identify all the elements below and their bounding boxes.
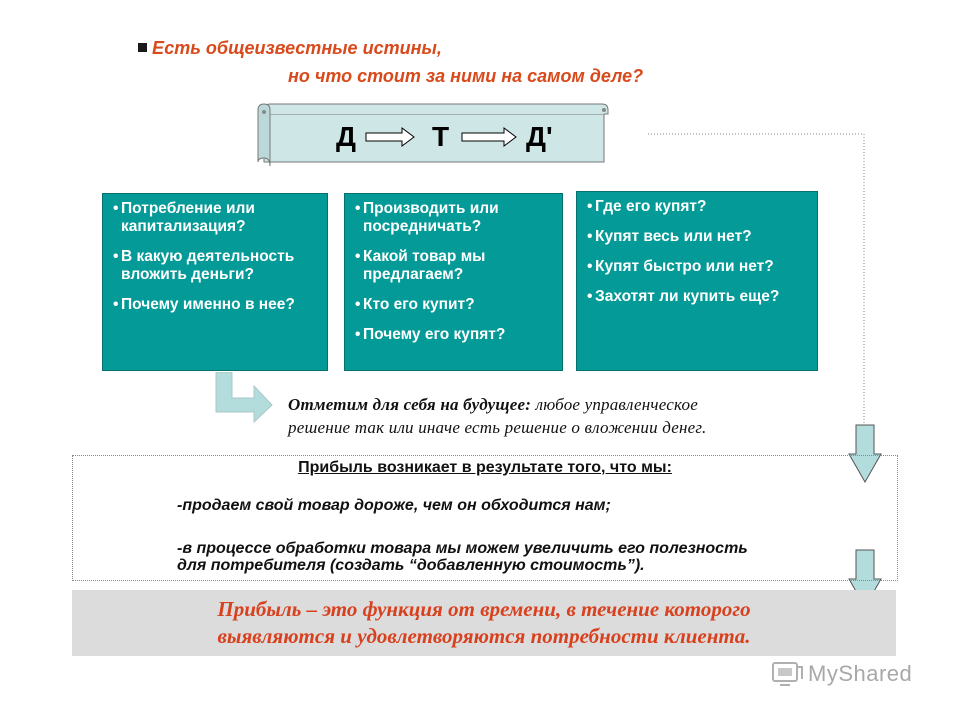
watermark-text: MyShared <box>808 661 913 686</box>
bent-arrow-icon <box>210 372 276 424</box>
profit-reason-2-line-2: для потребителя (создать “добавленную стоимость”). <box>177 557 645 574</box>
note-line-1: любое управленческое <box>531 395 698 414</box>
list-item: • В какую деятельность вложить деньги? <box>115 248 319 284</box>
summary-text <box>72 596 896 650</box>
list-item: • Захотят ли купить еще? <box>589 288 809 306</box>
profit-reason-2-line-1: -в процессе обработки товара мы можем увеличить его полезность <box>177 540 748 557</box>
note <box>288 393 706 439</box>
list-item: • Производить или посредничать? <box>357 200 554 236</box>
note-bold-part: Отметим для себя на будущее: <box>288 395 532 414</box>
header-line-1-text: Есть общеизвестные истины, <box>152 38 442 58</box>
list-item: • Купят весь или нет? <box>589 228 809 246</box>
scroll-rivet-icon <box>262 110 266 114</box>
scroll-rivet-icon <box>602 108 606 112</box>
profit-title: Прибыль возникает в результате того, что мы: <box>298 459 672 476</box>
note-line-2: решение так или иначе есть решение о вложении денег. <box>288 418 707 437</box>
header-line-1 <box>138 38 442 59</box>
scroll-banner <box>248 100 612 168</box>
list-item: • Где его купят? <box>589 198 809 216</box>
watermark-logo-icon <box>770 659 804 689</box>
list-item: • Какой товар мы предлагаем? <box>357 248 554 284</box>
list-item: • Почему именно в нее? <box>115 296 319 314</box>
profit-reason-2 <box>177 540 867 574</box>
scroll-letter-t: Т <box>432 121 450 152</box>
list-item: • Кто его купит? <box>357 296 554 314</box>
list-item: • Купят быстро или нет? <box>589 258 809 276</box>
question-box-investment <box>102 193 328 371</box>
header-line-2: но что стоит за ними на самом деле? <box>288 66 644 86</box>
list-item: • Почему его купят? <box>357 326 554 344</box>
question-box-sales <box>576 191 818 371</box>
summary-line-2: выявляются и удовлетворяются потребности клиента. <box>217 624 751 648</box>
profit-reason-1: -продаем свой товар дороже, чем он обходится нам; <box>177 497 611 514</box>
question-box-production <box>344 193 563 371</box>
list-item: • Потребление или капитализация? <box>115 200 319 236</box>
scroll-letter-d: Д <box>336 121 356 152</box>
bullet-square-icon <box>138 43 147 52</box>
summary-line-1: Прибыль – это функция от времени, в течение которого <box>217 597 751 621</box>
scroll-letter-d-prime: Д' <box>526 121 553 152</box>
